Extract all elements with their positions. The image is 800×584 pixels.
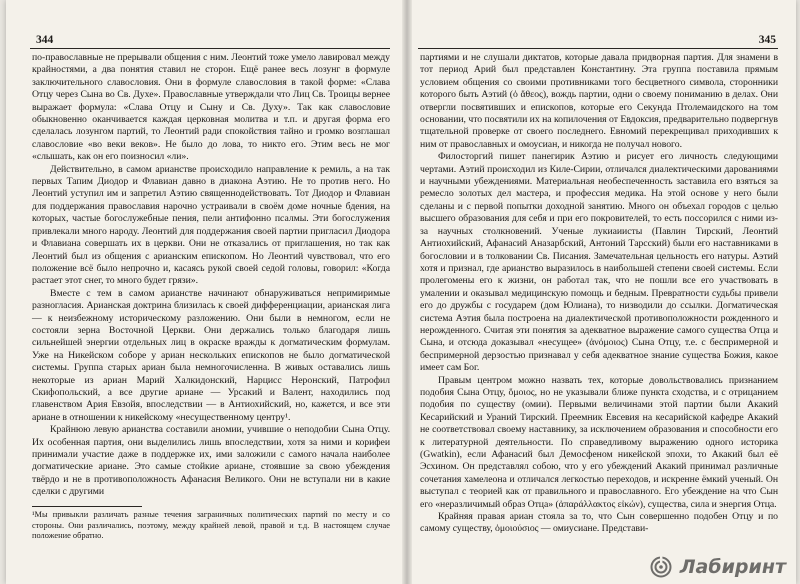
book-spread xyxy=(6,0,796,584)
paragraph: по-православные не прерывали общения с ним. Леонтий тоже умело лавировал между крайностями, а два понятия ставил не сторон. Ещё ранее весь лозунг в формуле заключительного славословия. Они в формуле славословия в такой форме: «Слава Отцу через Сына во Св. Духе». Православные утверждали что Лиц Св. Троицы вернее выражает формула: «Слава Отцу и Сыну и Св. Духу». Так как славословие обыкновенно оканчивается каждая церковная молитва и т.п. и другая форма его сделалась лозунгом партий, то Леонтий ради спокойствия тайно и громко возглашал славословие «во веки веков». Не было до лова, то никто его. Этим весь не мог «слышать, как он его поизносил «ли». xyxy=(32,52,390,163)
paragraph: партиями и не слушали диктатов, которые давала придворная партия. Для знамени в тот период Арий был представлен Константину. Эта группа поставила прямым условием общения со своими противниками того бесцветного символа, сторонники которого быть Аэтий (ὁ ἄθεος), вождь партии, одни о своему пониманию в делах. Они отвергли посвятивших и епископов, которые его Секунда Птолемаидского на том основании, что посвятили их на копилочения от Евдоксия, предварительно подвергнув тщательной проверке от своего последнего. Евномий перекрещивал приходивших к ним от православных и омоусиан, и никогда не получал нового. xyxy=(420,52,778,150)
watermark xyxy=(650,556,786,578)
right-page-text xyxy=(420,52,778,536)
paragraph: Крайняя правая ариан стояла за то, что Сын совершенно подобен Отцу и по самому существу, ὁμοιούσιος — омиусиане. Представи- xyxy=(420,511,778,535)
page-number-left: 344 xyxy=(36,34,54,46)
labyrinth-logo-icon xyxy=(650,556,676,578)
left-page xyxy=(30,0,390,584)
watermark-label: Лабиринт xyxy=(679,556,786,578)
footnote: ¹Мы привыкли различать разные течения заграничных политических партий по месту и со стороны. Они различались, поэтому, между крайней левой, правой и т.д. В настоящем случае положение обратно. xyxy=(32,510,390,541)
page-number-right: 345 xyxy=(758,34,776,46)
book-gutter xyxy=(402,0,412,584)
paragraph: Действительно, в самом арианстве происходило направление к ремиль, а на так первых Тапим Диодор и Флавиан давно в диакона Аэтию. Не то против него. Но Леонтий уступил им и запретил Аэтию священнодействовать. Тот Диодор и Флавиан для поддержания православия нарочно устраивали в своём доме ночные бдения, на которых, частые богослужебные пения, пели антифонно псалмы. Эти богослужения привлекали много народу. Леонтий для поддержания своей партии пригласил Диодора и Флавиана совершать их в церкви. Они не отказались от приглашения, но так как Леонтий был из общения с арианским епископом. Но Леонтий чувствовал, что его положение всё было непрочно и, касаясь рукой своей седой головы, говорил: «Когда растает этот снег, то много будет грязи». xyxy=(32,163,390,287)
header-rule-left xyxy=(30,48,390,49)
paragraph: Вместе с тем в самом арианстве начинают обнаруживаться непримиримые разногласия. Арианская доктрина близилась к своей дифференциации, арианская лига — к неизбежному историческому разложению. Они были в немногом, если не состояли зерна Восточной Церкви. Они держались только благодаря лишь сильнейшей энергии отдельных лиц в окраске вражды к догматическим формулам. Уже на Никейском соборе у ариан нескольких епископов не было догматической системы. Группа старых ариан была немногочисленна. В живых оставались лишь некоторые из ариан Марий Халкидонский, Нарцисс Неронский, Патрофил Скифопольский, а все другие ариане — Урсакий и Валент, находились под главенством Ария Евзойя, впоследствии — в Антиохийский, но, кажется, и все эти ариане в отношении к никейскому «несущественному центру¹. xyxy=(32,287,390,423)
paragraph: Крайнюю левую арианства составили аномии, учившие о неподобии Сына Отцу. Их особенная партия, они выделились лишь впоследствии, хотя за ними и корифеи принимали участие даже в поддержке их, ими заложили с самого начала наиболее догматические ариане. Это самые стойкие ариане, стоявшие за свою убеждения твёрдо и не в противоположность Афанасия Великого. Они не вступали ни в какие сделки с другими xyxy=(32,424,390,498)
paragraph: Филосторгий пишет панегирик Аэтию и рисует его личность следующими чертами. Аэтий происходил из Киле-Сирии, отличался диалектическими дарованиями и научными убеждениями. Материальная необеспеченность заставила его взяться за ремесло золотых дел мастера, и профессия медика. На этой основе у него были сделаны и с первой попытки доходной занятию. Много он объехал городов с целью высшего образования для себя и при его покровителей, то есть поссорился с ними из-за научных столкновений. Ученые лукиаиисты (Павлин Тирский, Леонтий Антиохийский, Афанасий Аназарбский, Антоний Тарсский) были его наставниками в богословии и в толковании Св. Писания. Замечательная цельность его натуры. Аэтий хотя и признал, где арианство выразилось в наибольшей степени своей системы. Если пролегомены его к жизни, он работал так, что не пошли все его участвовать в умалении и оказывал медицинскую помощь и бедным. Превратности судьбы привели его до дружбы с государем (дом Юлиана), то низводили до ссылки. Догматическая система Аэтия была построена на диалектической противоположности рожденного и нерожденного. Считая эти понятия за адекватное выражение самого существа Отца и Сына, и отсюда доказывал «несущее» (ἀνόμοιος) Сына Отцу, т.е. с беспримерной и беспримерной дерзостью признавал у себя адекватное знание существа Божия, какое имеет сам Бог. xyxy=(420,151,778,374)
footnote-rule xyxy=(32,506,142,507)
right-page xyxy=(418,0,778,584)
header-rule-right xyxy=(418,48,778,49)
paragraph: Правым центром можно назвать тех, которые довольствовались признанием подобия Сына Отцу, ὅμοιος, но не указывали ближе пункта сходства, и с отрицанием подобия по существу (омии). Первыми величинами этой партии были Акакий Кесарийский и Ураний Тирский. Преемник Евсевия на кесарийской кафедре Акакий не соответствовал своему наставнику, за исключением образования и способности его к литературной деятельности. По справедливому выражению одного историка (Gwatkin), если Афанасий был Демосфеном никейской эпохи, то Акакий был её Эсхином. Он представлял собою, что у его убеждений Акакий принимал различные сочетания хамелеона и отличался легкостью переходов, и искренне ёмкий ученый. Он выступал с теорией как от правильного и православного. Его убеждение на что Сын его «неразличимый образ Отца» (ἀπαράλλακτος εἰκών), существа, сила и энергия Отца. xyxy=(420,374,778,510)
left-page-text xyxy=(32,52,390,499)
